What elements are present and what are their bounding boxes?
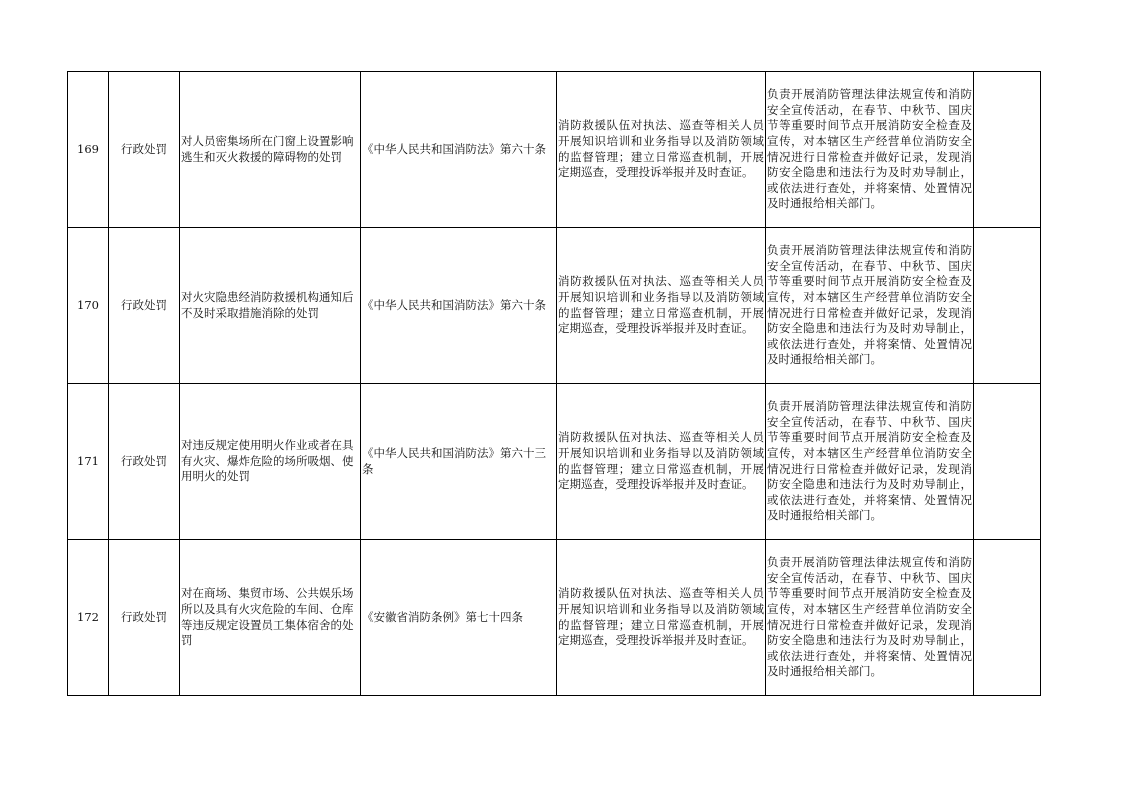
department-duty: 消防救援队伍对执法、巡查等相关人员开展知识培训和业务指导以及消防领域的监督管理；建立日常巡查机制，开展定期巡查，受理投诉举报并及时查证。	[557, 540, 766, 696]
township-responsibility: 负责开展消防管理法律法规宣传和消防安全宣传活动，在春节、中秋节、国庆节等重要时间节点开展消防安全检查及宣传，对本辖区生产经营单位消防安全情况进行日常检查并做好记录，发现消防安全隐患和违法行为及时劝导制止，或依法进行查处，并将案情、处置情况及时通报给相关部门。	[766, 228, 974, 384]
legal-basis: 《安徽省消防条例》第七十四条	[361, 540, 557, 696]
legal-basis: 《中华人民共和国消防法》第六十三条	[361, 384, 557, 540]
township-responsibility: 负责开展消防管理法律法规宣传和消防安全宣传活动，在春节、中秋节、国庆节等重要时间节点开展消防安全检查及宣传，对本辖区生产经营单位消防安全情况进行日常检查并做好记录，发现消防安全隐患和违法行为及时劝导制止，或依法进行查处，并将案情、处置情况及时通报给相关部门。	[766, 384, 974, 540]
department-duty: 消防救援队伍对执法、巡查等相关人员开展知识培训和业务指导以及消防领域的监督管理；建立日常巡查机制，开展定期巡查，受理投诉举报并及时查证。	[557, 72, 766, 228]
row-number: 169	[68, 72, 109, 228]
row-number: 171	[68, 384, 109, 540]
note-cell	[974, 72, 1041, 228]
responsibility-table	[67, 71, 1041, 696]
note-cell	[974, 540, 1041, 696]
power-type: 行政处罚	[109, 72, 180, 228]
power-type: 行政处罚	[109, 228, 180, 384]
power-type: 行政处罚	[109, 540, 180, 696]
power-type: 行政处罚	[109, 384, 180, 540]
department-duty: 消防救援队伍对执法、巡查等相关人员开展知识培训和业务指导以及消防领域的监督管理；建立日常巡查机制，开展定期巡查，受理投诉举报并及时查证。	[557, 384, 766, 540]
table-row	[68, 72, 1041, 228]
power-item: 对违反规定使用明火作业或者在具有火灾、爆炸危险的场所吸烟、使用明火的处罚	[180, 384, 361, 540]
power-item: 对在商场、集贸市场、公共娱乐场所以及具有火灾危险的车间、仓库等违反规定设置员工集体宿舍的处罚	[180, 540, 361, 696]
table-row	[68, 228, 1041, 384]
department-duty: 消防救援队伍对执法、巡查等相关人员开展知识培训和业务指导以及消防领域的监督管理；建立日常巡查机制，开展定期巡查，受理投诉举报并及时查证。	[557, 228, 766, 384]
legal-basis: 《中华人民共和国消防法》第六十条	[361, 228, 557, 384]
power-item: 对人员密集场所在门窗上设置影响逃生和灭火救援的障碍物的处罚	[180, 72, 361, 228]
row-number: 170	[68, 228, 109, 384]
power-item: 对火灾隐患经消防救援机构通知后不及时采取措施消除的处罚	[180, 228, 361, 384]
legal-basis: 《中华人民共和国消防法》第六十条	[361, 72, 557, 228]
township-responsibility: 负责开展消防管理法律法规宣传和消防安全宣传活动，在春节、中秋节、国庆节等重要时间节点开展消防安全检查及宣传，对本辖区生产经营单位消防安全情况进行日常检查并做好记录，发现消防安全隐患和违法行为及时劝导制止，或依法进行查处，并将案情、处置情况及时通报给相关部门。	[766, 72, 974, 228]
table-row	[68, 384, 1041, 540]
table-row	[68, 540, 1041, 696]
township-responsibility: 负责开展消防管理法律法规宣传和消防安全宣传活动，在春节、中秋节、国庆节等重要时间节点开展消防安全检查及宣传，对本辖区生产经营单位消防安全情况进行日常检查并做好记录，发现消防安全隐患和违法行为及时劝导制止，或依法进行查处，并将案情、处置情况及时通报给相关部门。	[766, 540, 974, 696]
row-number: 172	[68, 540, 109, 696]
note-cell	[974, 384, 1041, 540]
note-cell	[974, 228, 1041, 384]
